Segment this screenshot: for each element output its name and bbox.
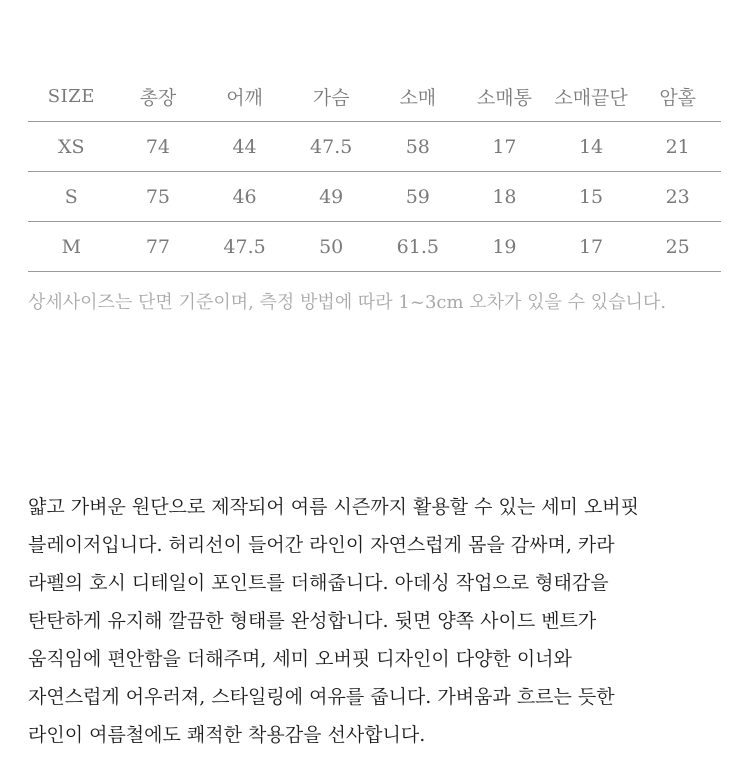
table-cell: 18 (461, 172, 548, 222)
header-sleeve: 소매 (375, 72, 462, 122)
table-cell: 47.5 (288, 122, 375, 172)
table-row (28, 222, 721, 272)
header-size: SIZE (28, 72, 115, 122)
header-row (28, 72, 721, 122)
description-line: 자연스럽게 어우러져, 스타일링에 여유를 줍니다. 가벼움과 흐르는 듯한 (28, 686, 615, 708)
table-cell: 15 (548, 172, 635, 222)
size-table (28, 72, 721, 272)
header-sleeve-hem: 소매끝단 (548, 72, 635, 122)
table-cell: 75 (115, 172, 202, 222)
table-cell: 21 (634, 122, 721, 172)
table-cell: 58 (375, 122, 462, 172)
table-cell: 44 (201, 122, 288, 172)
size-table-body (28, 122, 721, 272)
size-note: 상세사이즈는 단면 기준이며, 측정 방법에 따라 1~3cm 오차가 있을 수 있습니다. (28, 292, 667, 313)
table-cell: 47.5 (201, 222, 288, 272)
description-line: 탄탄하게 유지해 깔끔한 형태를 완성합니다. 뒷면 양쪽 사이드 벤트가 (28, 610, 597, 632)
table-row (28, 122, 721, 172)
table-cell: 14 (548, 122, 635, 172)
header-armhole: 암홀 (634, 72, 721, 122)
header-sleeve-width: 소매통 (461, 72, 548, 122)
size-cell: M (28, 222, 115, 272)
description-line: 라인이 여름철에도 쾌적한 착용감을 선사합니다. (28, 724, 426, 746)
table-cell: 19 (461, 222, 548, 272)
header-total-length: 총장 (115, 72, 202, 122)
size-cell: XS (28, 122, 115, 172)
table-cell: 17 (548, 222, 635, 272)
size-table-header (28, 72, 721, 122)
header-shoulder: 어깨 (201, 72, 288, 122)
table-cell: 50 (288, 222, 375, 272)
product-description (28, 488, 728, 754)
table-cell: 23 (634, 172, 721, 222)
table-cell: 77 (115, 222, 202, 272)
table-row (28, 172, 721, 222)
size-cell: S (28, 172, 115, 222)
header-chest: 가슴 (288, 72, 375, 122)
table-cell: 46 (201, 172, 288, 222)
description-line: 블레이저입니다. 허리선이 들어간 라인이 자연스럽게 몸을 감싸며, 카라 (28, 534, 615, 556)
table-cell: 59 (375, 172, 462, 222)
table-cell: 25 (634, 222, 721, 272)
table-cell: 49 (288, 172, 375, 222)
description-line: 얇고 가벼운 원단으로 제작되어 여름 시즌까지 활용할 수 있는 세미 오버핏 (28, 496, 640, 518)
table-cell: 74 (115, 122, 202, 172)
table-cell: 61.5 (375, 222, 462, 272)
description-line: 라펠의 호시 디테일이 포인트를 더해줍니다. 아데싱 작업으로 형태감을 (28, 572, 609, 594)
table-cell: 17 (461, 122, 548, 172)
description-line: 움직임에 편안함을 더해주며, 세미 오버핏 디자인이 다양한 이너와 (28, 648, 572, 670)
